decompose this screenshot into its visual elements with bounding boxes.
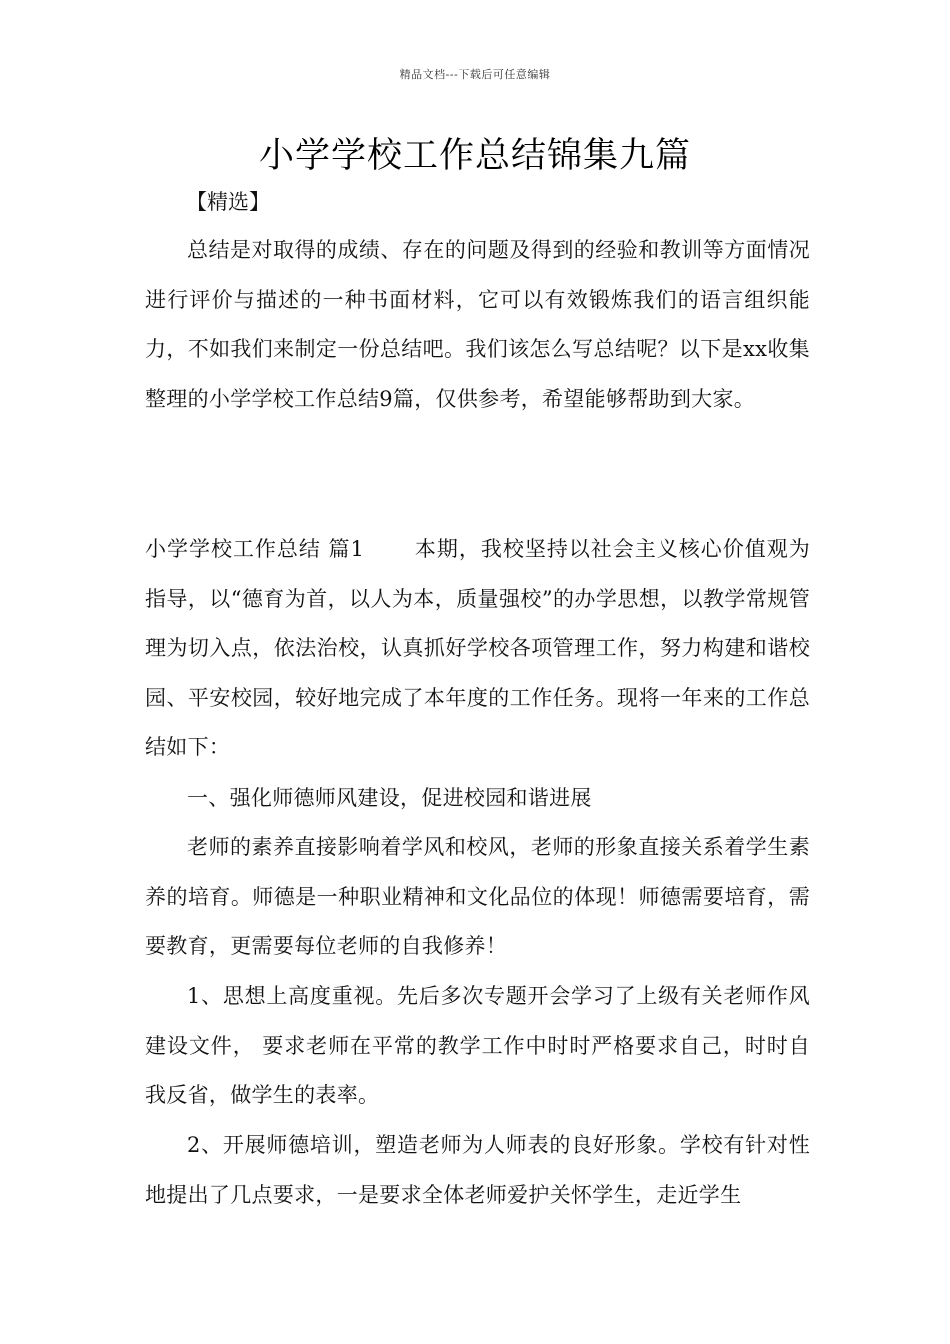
selection-tag: 【精选】 (186, 190, 270, 214)
section-heading-1: 一、强化师德师风建设，促进校园和谐进展 (187, 786, 592, 810)
section-1-paragraph (145, 525, 810, 773)
list-item-1: 1、思想上高度重视。先后多次专题开会学习了上级有关老师作风建设文件， 要求老师在平常的教学工作中时时严格要求自己，时时自我反省，做学生的表率。 (145, 984, 810, 1107)
list-item-2: 2、开展师德培训，塑造老师为人师表的良好形象。学校有针对性地提出了几点要求，一是要求全体老师爱护关怀学生，走近学生 (145, 1133, 810, 1207)
intro-paragraph: 总结是对取得的成绩、存在的问题及得到的经验和教训等方面情况进行评价与描述的一种书面材料，它可以有效锻炼我们的语言组织能力，不如我们来制定一份总结吧。我们该怎么写总结呢？以下是xx收集整理的小学学校工作总结9篇，仅供参考，希望能够帮助到大家。 (145, 238, 810, 411)
section-1-label: 小学学校工作总结 篇1 (145, 537, 365, 561)
section-1-text: 本期，我校坚持以社会主义核心价值观为指导，以“德育为首，以人为本，质量强校”的办学思想，以教学常规管理为切入点，依法治校，认真抓好学校各项管理工作，努力构建和谐校园、平安校园，较好地完成了本年度的工作任务。现将一年来的工作总结如下： (145, 537, 810, 759)
teacher-paragraph: 老师的素养直接影响着学风和校风，老师的形象直接关系着学生素养的培育。师德是一种职业精神和文化品位的体现！师德需要培育，需要教育，更需要每位老师的自我修养！ (145, 835, 810, 958)
header-note: 精品文档---下载后可任意编辑 (399, 68, 551, 81)
document-title: 小学学校工作总结锦集九篇 (258, 136, 691, 176)
